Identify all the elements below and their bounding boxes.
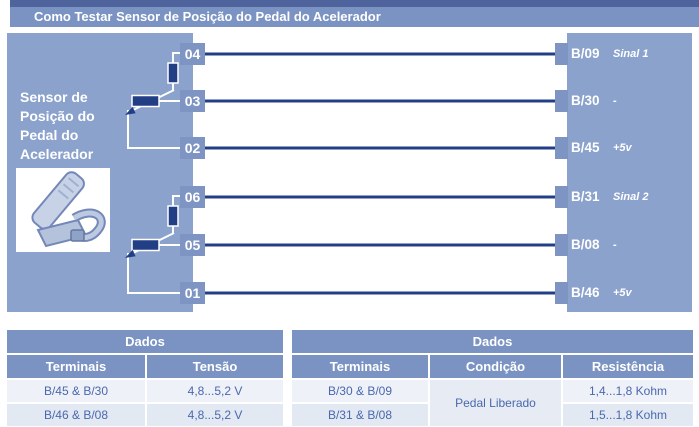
sensor-label-line: Sensor de xyxy=(20,89,88,105)
table-body xyxy=(292,380,693,426)
table-title: Dados xyxy=(7,330,283,353)
connector-tab xyxy=(555,282,568,304)
terminals-cell: B/30 & B/09 xyxy=(292,380,428,402)
column-header-terminais: Terminais xyxy=(292,355,428,378)
title-top-strip xyxy=(10,0,699,7)
resistance-table xyxy=(292,330,693,426)
signal-label: +5v xyxy=(613,287,632,299)
page-title: Como Testar Sensor de Posição do Pedal do Acelerador xyxy=(10,7,699,27)
column-header-resistencia: Resistência xyxy=(563,355,693,378)
terminals-column xyxy=(292,380,428,426)
pedal-image xyxy=(16,168,110,252)
voltage-table xyxy=(7,330,283,426)
pin-label-b30: B/30 xyxy=(571,93,600,108)
signal-label: - xyxy=(613,239,617,251)
sensor-label-line: Posição do xyxy=(20,108,95,124)
terminal-tab-02: 02 xyxy=(180,137,205,159)
table-row xyxy=(7,380,283,402)
wire-lines xyxy=(205,54,557,293)
terminal-tab-01: 01 xyxy=(180,282,205,304)
pin-label-b08: B/08 xyxy=(571,237,600,252)
column-header-terminais: Terminais xyxy=(7,355,145,378)
sensor-label-line: Pedal do xyxy=(20,127,79,143)
terminals-cell: B/45 & B/30 xyxy=(7,380,145,402)
table-header-row xyxy=(292,355,693,378)
resistance-column xyxy=(563,380,693,426)
table-row xyxy=(7,404,283,426)
ecu-panel xyxy=(567,33,692,312)
condition-cell: Pedal Liberado xyxy=(430,380,561,426)
table-header-row xyxy=(7,355,283,378)
column-header-condicao: Condição xyxy=(430,355,561,378)
signal-label: Sinal 1 xyxy=(613,48,649,60)
signal-label: - xyxy=(613,95,617,107)
pin-label-b46: B/46 xyxy=(571,285,600,300)
terminal-tab-04: 04 xyxy=(180,43,205,65)
terminal-tab-05: 05 xyxy=(180,234,205,256)
table-title: Dados xyxy=(292,330,693,353)
voltage-cell: 4,8...5,2 V xyxy=(147,380,283,402)
sensor-name-label xyxy=(20,88,150,164)
pin-label-b09: B/09 xyxy=(571,46,600,61)
accelerator-pedal-icon xyxy=(16,168,110,252)
connector-tab xyxy=(555,186,568,208)
resistance-cell: 1,4...1,8 Kohm xyxy=(563,380,693,402)
pin-label-b45: B/45 xyxy=(571,140,600,155)
signal-label: Sinal 2 xyxy=(613,191,649,203)
connector-tab xyxy=(555,234,568,256)
connector-tab xyxy=(555,137,568,159)
resistance-cell: 1,5...1,8 Kohm xyxy=(563,404,693,426)
terminal-tab-03: 03 xyxy=(180,90,205,112)
connector-tab xyxy=(555,43,568,65)
signal-label: +5v xyxy=(613,142,632,154)
terminal-tab-06: 06 xyxy=(180,186,205,208)
terminals-cell: B/31 & B/08 xyxy=(292,404,428,426)
pin-label-b31: B/31 xyxy=(571,189,600,204)
terminals-cell: B/46 & B/08 xyxy=(7,404,145,426)
connector-tab xyxy=(555,90,568,112)
sensor-label-line: Acelerador xyxy=(20,146,94,162)
column-header-tensao: Tensão xyxy=(147,355,283,378)
voltage-cell: 4,8...5,2 V xyxy=(147,404,283,426)
